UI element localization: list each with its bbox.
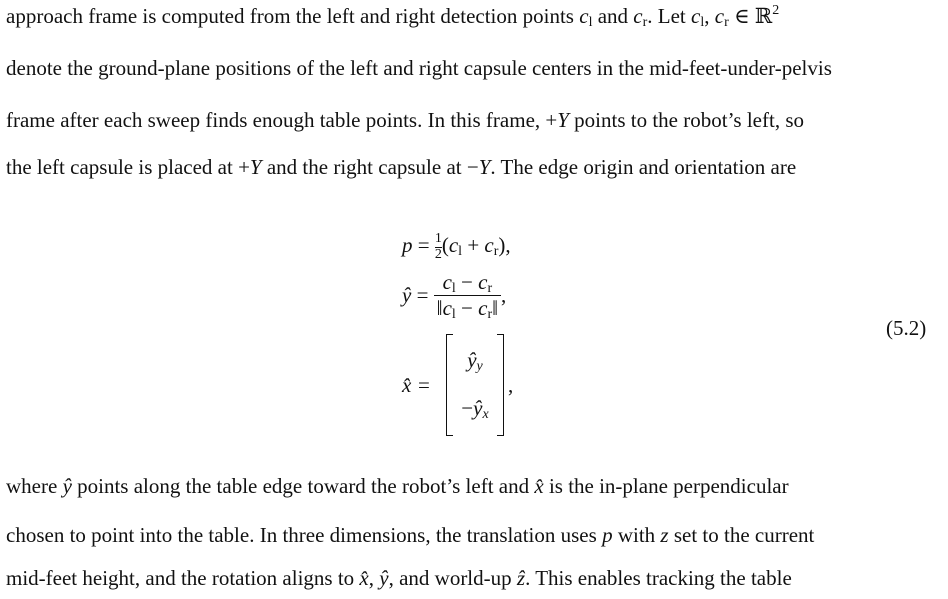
text-run: and	[592, 4, 634, 28]
fraction-unit-vector	[434, 270, 501, 321]
text-run: , and world-up	[388, 566, 517, 590]
text-run: points to the robot’s left, so	[568, 108, 804, 132]
minus-sign: −	[455, 296, 479, 320]
math-sup: 2	[772, 3, 780, 18]
text-run: . Let	[647, 4, 692, 28]
math-sub: r	[642, 15, 648, 30]
text-run: frame after each sweep finds enough table points. In this frame, +	[6, 108, 558, 132]
column-vector-matrix	[446, 334, 504, 434]
math-c: c	[691, 4, 701, 28]
math-sub: r	[487, 281, 493, 296]
math-p: p	[402, 233, 413, 257]
equals-sign: =	[411, 283, 434, 307]
equals-sign: =	[418, 373, 430, 397]
math-sub: l	[451, 307, 456, 322]
math-sub: l	[451, 281, 456, 296]
math-xhat: x̂	[359, 566, 369, 590]
math-c: c	[442, 270, 452, 294]
math-zhat: ẑ	[516, 566, 526, 590]
fraction-numerator	[434, 270, 501, 295]
paragraph-top-line-2: denote the ground-plane positions of the left and right capsule centers in the mid-feet-under-pelvis	[6, 56, 832, 80]
math-xhat: x̂	[534, 474, 544, 498]
minus-sign: −	[455, 270, 479, 294]
text-run: and the right capsule at −	[261, 155, 479, 179]
paragraph-bottom-line-2	[6, 525, 814, 546]
equation-number: (5.2)	[886, 316, 927, 340]
math-sub: x	[482, 407, 489, 422]
matrix-bottom-entry	[446, 396, 504, 421]
paragraph-top-line-3	[6, 110, 804, 131]
math-xhat: x̂	[402, 373, 412, 397]
equals-sign: =	[412, 233, 435, 257]
math-Y: Y	[478, 155, 491, 179]
fraction-half	[435, 232, 442, 262]
math-c: c	[633, 4, 643, 28]
math-c: c	[478, 270, 488, 294]
paragraph-bottom-line-1	[6, 476, 789, 497]
paragraph-top-line-1	[6, 3, 780, 30]
text-run: is the in-plane perpendicular	[543, 474, 789, 498]
paragraph-bottom-line-3	[6, 568, 792, 589]
equation-row-2	[402, 270, 506, 321]
math-sub: y	[476, 359, 483, 374]
math-sub: l	[700, 15, 705, 30]
text-run: ,	[368, 566, 380, 590]
math-z: z	[660, 523, 669, 547]
minus-sign: −	[461, 396, 474, 420]
fraction-denominator	[434, 295, 501, 321]
math-c: c	[478, 296, 488, 320]
math-yhat: ŷ	[379, 566, 389, 590]
math-Y: Y	[249, 155, 262, 179]
text-run: chosen to point into the table. In three dimensions, the translation uses	[6, 523, 603, 547]
text-run: approach frame is computed from the left and right detection points	[6, 4, 580, 28]
math-sub: r	[724, 15, 729, 30]
text-run: ∈ ℝ	[728, 4, 773, 28]
matrix-top-entry	[446, 348, 504, 373]
paren-close: ),	[498, 233, 511, 257]
comma: ,	[501, 283, 507, 307]
math-p: p	[602, 523, 613, 547]
text-run: with	[612, 523, 661, 547]
text-run: . The edge origin and orientation are	[490, 155, 797, 179]
math-yhat: ŷ	[62, 474, 72, 498]
text-run: the left capsule is placed at +	[6, 155, 250, 179]
fraction-numerator: 1	[434, 231, 442, 246]
math-yhat: ŷ	[473, 396, 483, 420]
math-Y: Y	[557, 108, 569, 132]
math-yhat: ŷ	[467, 348, 477, 372]
norm-close: ‖	[492, 296, 499, 320]
math-c: c	[442, 296, 452, 320]
math-c: c	[448, 233, 459, 257]
paragraph-top-line-4	[6, 157, 796, 178]
paren-open: (	[441, 233, 449, 257]
text-run: set to the current	[668, 523, 815, 547]
math-c: c	[579, 4, 589, 28]
plus-sign: +	[462, 233, 485, 257]
text-run: ,	[704, 4, 715, 28]
text-run: where	[6, 474, 63, 498]
math-sub: r	[493, 244, 499, 259]
math-yhat: ŷ	[402, 283, 412, 307]
math-c: c	[484, 233, 494, 257]
norm-open: ‖	[436, 296, 443, 320]
fraction-denominator: 2	[434, 246, 442, 262]
math-sub: r	[487, 307, 493, 322]
text-run: mid-feet height, and the rotation aligns to	[6, 566, 360, 590]
math-c: c	[714, 4, 725, 28]
comma: ,	[508, 373, 514, 397]
text-run: points along the table edge toward the robot’s left and	[71, 474, 535, 498]
text-run: . This enables tracking the table	[525, 566, 792, 590]
math-sub: l	[588, 15, 593, 30]
equation-row-1	[402, 232, 511, 262]
math-sub: l	[458, 244, 463, 259]
